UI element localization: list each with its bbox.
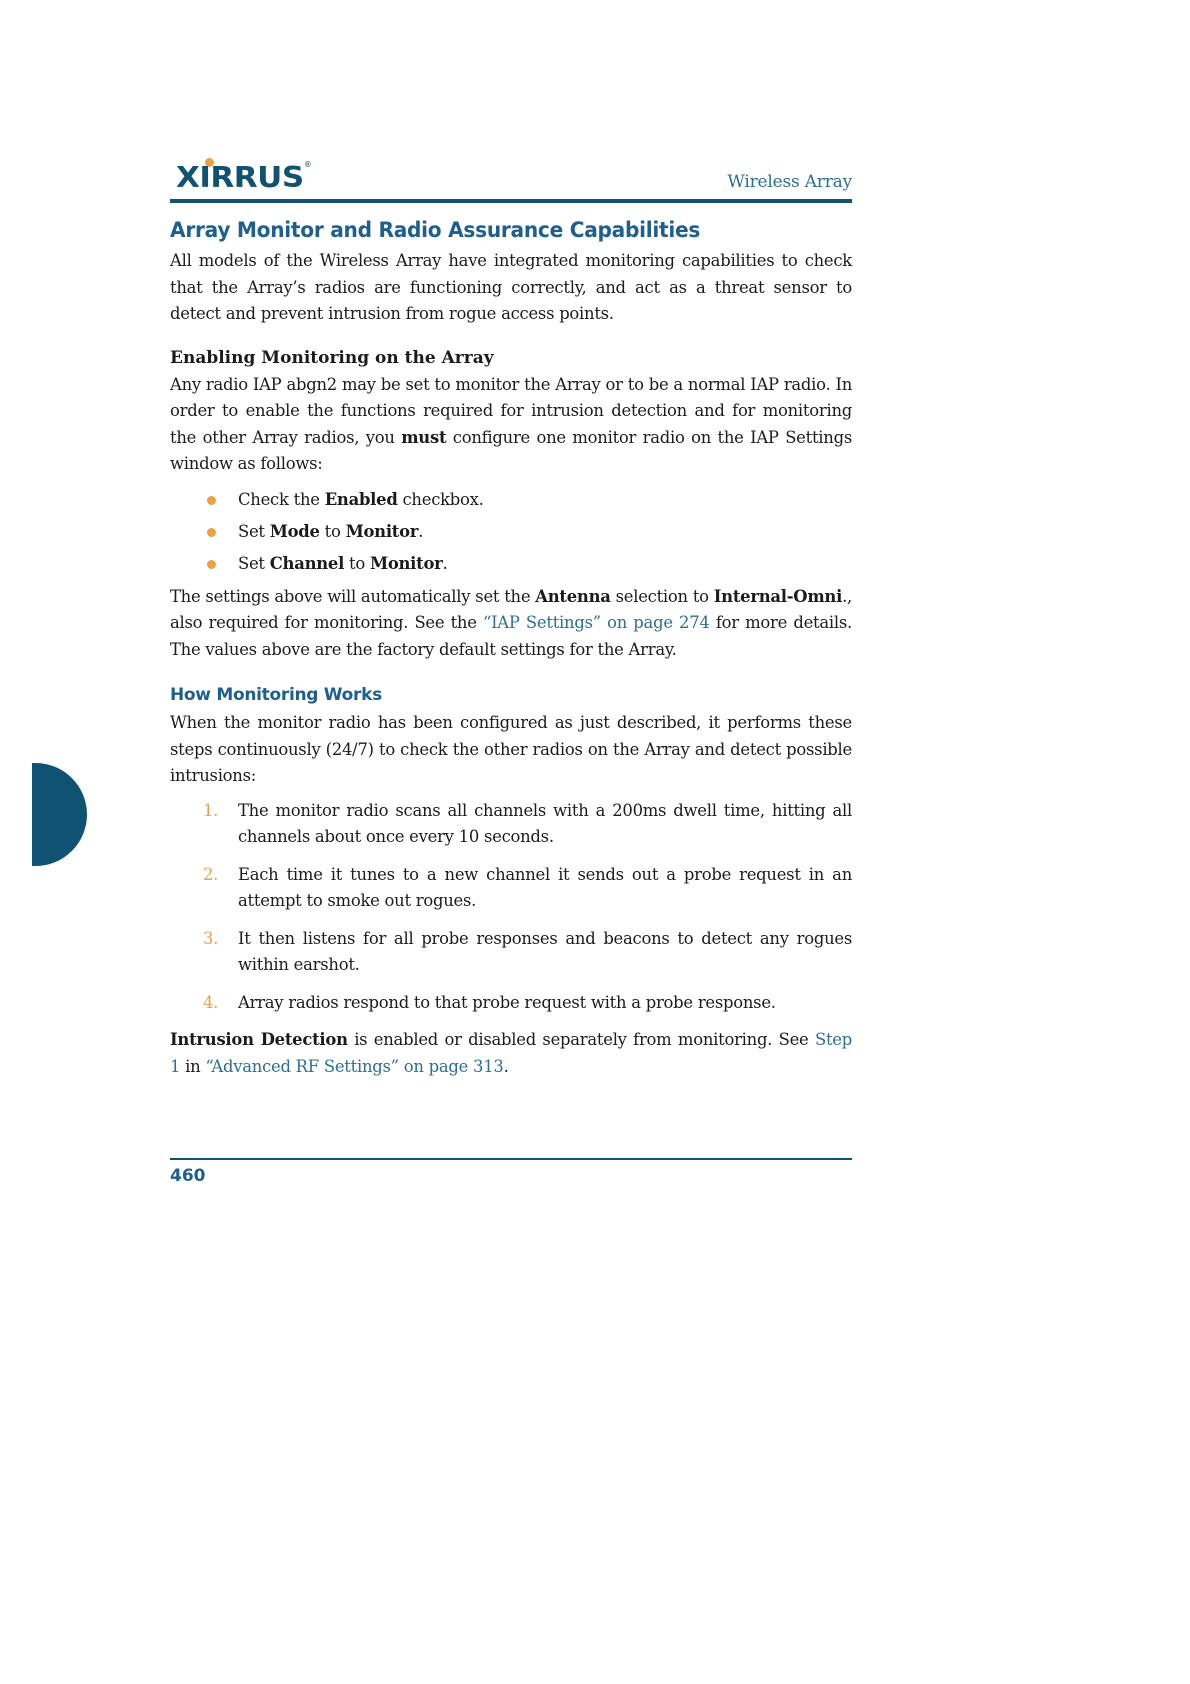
must-emphasis: must (401, 427, 447, 447)
bullet-bold: Enabled (324, 489, 398, 509)
bullet-text: checkbox. (397, 489, 484, 509)
bullet-text: Check the (238, 489, 325, 509)
intrusion-detection-bold: Intrusion Detection (170, 1030, 348, 1049)
bullet-icon (207, 496, 216, 505)
step-number: 2. (203, 864, 219, 884)
bullet-icon (207, 560, 216, 569)
list-item (170, 516, 852, 548)
step-number: 1. (203, 800, 219, 820)
settings-text: selection to (610, 586, 714, 606)
step-text: It then listens for all probe responses and beacons to detect any rogues within earshot. (238, 928, 852, 974)
step-text: Array radios respond to that probe request with a probe response. (238, 992, 776, 1012)
bullet-text: to (344, 553, 370, 573)
list-item (170, 990, 852, 1017)
enabling-paragraph (170, 372, 852, 478)
how-heading: How Monitoring Works (170, 685, 382, 705)
internal-omni-bold: Internal-Omni (713, 586, 843, 606)
settings-text: The settings above will automatically set the (170, 586, 536, 606)
intro-paragraph: All models of the Wireless Array have integrated monitoring capabilities to check that the Array’s radios are functioning correctly, and act as a threat sensor to detect and prevent intrusion from rogue access points. (170, 251, 852, 323)
document-page (170, 150, 852, 1080)
enabling-text-1: Any radio IAP abgn2 may be set to monitor the Array or to be a normal IAP radio. In order to enable the functions required for intrusion detection and for monitoring the other Array radios, you (170, 374, 852, 447)
settings-bullet-list (170, 484, 852, 580)
enabling-text-2: configure one monitor radio on the IAP Settings window as follows: (170, 427, 853, 473)
list-item (170, 548, 852, 580)
section-title: Array Monitor and Radio Assurance Capabilities (170, 218, 701, 242)
list-item (170, 926, 852, 979)
bullet-bold: Monitor (345, 521, 419, 541)
footer-divider (170, 1158, 852, 1160)
closing-text: is enabled or disabled separately from monitoring. See (347, 1030, 815, 1049)
bullet-bold: Mode (269, 521, 320, 541)
step-text: Each time it tunes to a new channel it sends out a probe request in an attempt to smoke out rogues. (238, 864, 852, 910)
bullet-text: Set (238, 553, 270, 573)
step-1-link[interactable]: Step 1 (170, 1030, 852, 1076)
enabling-heading: Enabling Monitoring on the Array (170, 347, 494, 368)
settings-text: ., also required for monitoring. See the (170, 586, 852, 632)
logo-trademark: ® (303, 160, 312, 169)
step-text: The monitor radio scans all channels with a 200ms dwell time, hitting all channels about once every 10 seconds. (238, 800, 852, 846)
closing-text: in (180, 1056, 206, 1076)
antenna-bold: Antenna (535, 586, 611, 606)
list-item (170, 798, 852, 851)
list-item (170, 484, 852, 516)
step-number: 4. (203, 992, 219, 1012)
list-item (170, 862, 852, 915)
page-header (170, 150, 852, 206)
header-product-title: Wireless Array (727, 172, 852, 192)
closing-text: . (503, 1056, 509, 1076)
bullet-text: to (319, 521, 346, 541)
steps-list (170, 798, 852, 1017)
how-intro-paragraph: When the monitor radio has been configured as just described, it performs these steps continuously (24/7) to check the other radios on the Array and detect possible intrusions: (170, 713, 852, 785)
bullet-bold: Monitor (369, 553, 443, 573)
settings-text: for more details. The values above are the factory default settings for the Array. (170, 613, 852, 659)
chapter-tab (32, 763, 87, 866)
bullet-bold: Channel (269, 553, 345, 573)
bullet-text: . (442, 553, 448, 573)
bullet-text: Set (238, 521, 270, 541)
closing-paragraph (170, 1027, 852, 1080)
settings-paragraph (170, 584, 852, 664)
step-number: 3. (203, 928, 219, 948)
xirrus-logo (176, 156, 312, 200)
bullet-icon (207, 528, 216, 537)
page-number: 460 (170, 1166, 206, 1186)
header-divider (170, 199, 852, 203)
logo-text: XIRRUS (176, 161, 304, 195)
bullet-text: . (418, 521, 424, 541)
iap-settings-link[interactable]: “IAP Settings” on page 274 (482, 613, 710, 632)
advanced-rf-settings-link[interactable]: “Advanced RF Settings” on page 313 (205, 1056, 504, 1076)
